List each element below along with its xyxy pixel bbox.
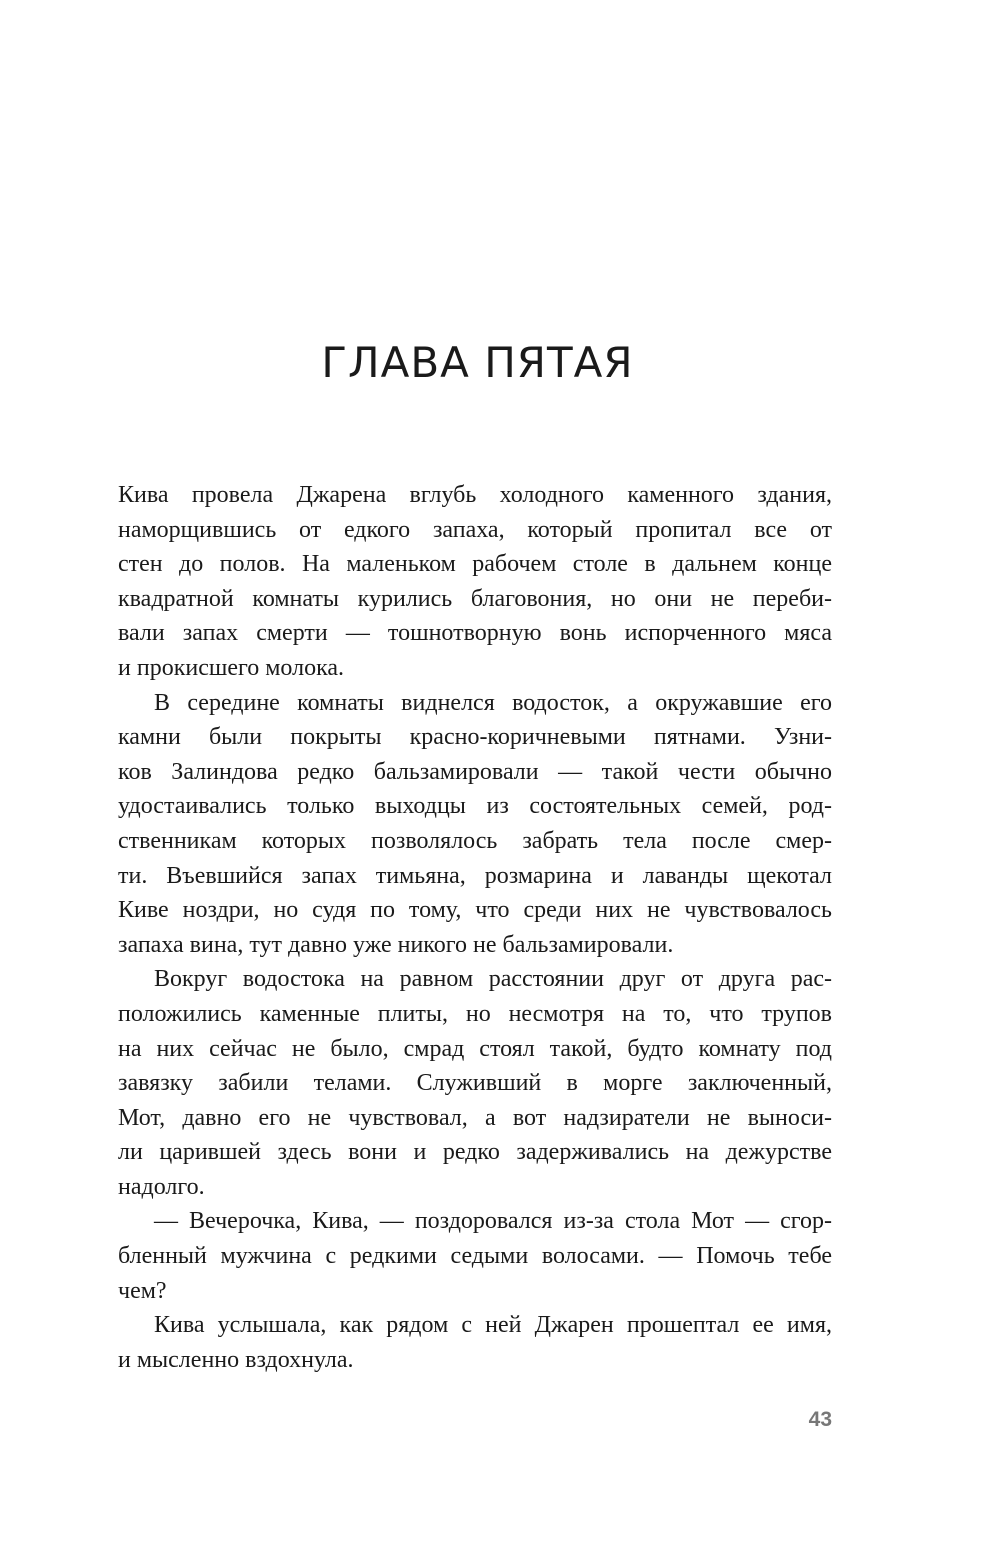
- text-line: завязку забили телами. Служивший в морге заключенный,: [118, 1070, 832, 1097]
- text-line: бленный мужчина с редкими седыми волосами. — Помочь тебе: [118, 1243, 832, 1270]
- text-line: вали запах смерти — тошнотворную вонь испорченного мяса: [118, 620, 832, 647]
- page-number: 43: [808, 1408, 832, 1431]
- text-line: и прокисшего молока.: [118, 654, 345, 681]
- paragraph: [118, 478, 832, 686]
- text-line: камни были покрыты красно-коричневыми пятнами. Узни-: [118, 724, 832, 751]
- text-line: — Вечерочка, Кива, — поздоровался из-за стола Мот — сгор-: [154, 1208, 832, 1235]
- text-line: Мот, давно его не чувствовал, а вот надзиратели не выноси-: [118, 1104, 832, 1131]
- text-line: ли царившей здесь вони и редко задерживались на дежурстве: [118, 1139, 832, 1166]
- text-line: ственникам которых позволялось забрать тела после смер-: [118, 827, 832, 854]
- paragraph: [118, 962, 832, 1204]
- text-line: надолго.: [118, 1173, 205, 1200]
- text-line: наморщившись от едкого запаха, который пропитал все от: [118, 516, 832, 543]
- paragraph: [118, 1308, 832, 1377]
- text-line: стен до полов. На маленьком рабочем столе в дальнем конце: [118, 551, 832, 578]
- chapter-title: ГЛАВА ПЯТАЯ: [321, 338, 634, 387]
- text-line: ти. Въевшийся запах тимьяна, розмарина и лаванды щекотал: [118, 862, 832, 889]
- text-line: и мысленно вздохнула.: [118, 1346, 354, 1373]
- text-line: квадратной комнаты курились благовония, но они не переби-: [118, 585, 832, 612]
- text-line: ков Залиндова редко бальзамировали — такой чести обычно: [118, 758, 832, 785]
- text-line: Кива провела Джарена вглубь холодного каменного здания,: [118, 482, 832, 508]
- text-line: положились каменные плиты, но несмотря на то, что трупов: [118, 1000, 832, 1027]
- paragraph: [118, 1204, 832, 1308]
- paragraph: [118, 686, 832, 963]
- text-line: В середине комнаты виднелся водосток, а окружавшие его: [154, 689, 832, 716]
- text-line: на них сейчас не было, смрад стоял такой, будто комнату под: [118, 1035, 832, 1062]
- text-line: Кива услышала, как рядом с ней Джарен прошептал ее имя,: [154, 1312, 832, 1339]
- text-line: Вокруг водостока на равном расстоянии друг от друга рас-: [154, 966, 832, 993]
- text-line: чем?: [118, 1277, 167, 1304]
- text-line: удостаивались только выходцы из состоятельных семей, род-: [118, 793, 832, 820]
- text-line: Киве ноздри, но судя по тому, что среди них не чувствовалось: [118, 897, 832, 924]
- chapter-body-text: [118, 478, 832, 1377]
- text-line: запаха вина, тут давно уже никого не бальзамировали.: [118, 931, 674, 958]
